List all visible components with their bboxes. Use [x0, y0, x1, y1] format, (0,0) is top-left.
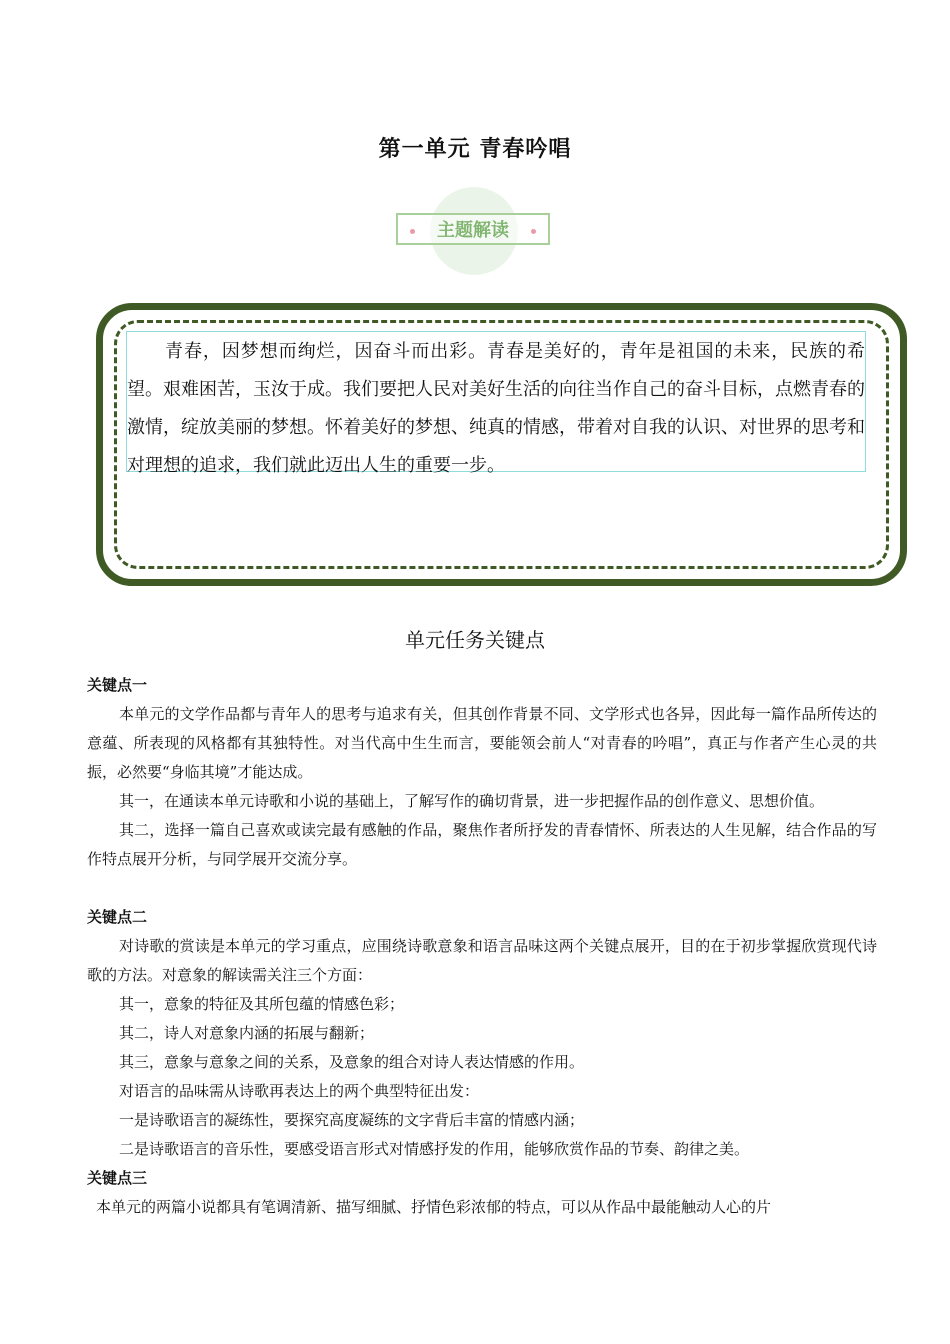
dot-icon: [531, 229, 536, 234]
paragraph: 其二，选择一篇自己喜欢或读完最有感触的作品，聚焦作者所抒发的青春情怀、所表达的人生见解，结合作品的写作特点展开分析，与同学展开交流分享。: [87, 821, 877, 868]
key-point-heading: 关键点三: [87, 1169, 148, 1187]
paragraph: 本单元的两篇小说都具有笔调清新、描写细腻、抒情色彩浓郁的特点，可以从作品中最能触动人心的片: [96, 1198, 772, 1216]
theme-badge-box: [396, 213, 550, 245]
key-point-2: [87, 903, 877, 1164]
page-title: 第一单元 青春吟唱: [378, 137, 572, 162]
paragraph: 对语言的品味需从诗歌再表达上的两个典型特征出发：: [119, 1082, 480, 1100]
paragraph: 其二，诗人对意象内涵的拓展与翻新；: [119, 1024, 375, 1042]
paragraph: 二是诗歌语言的音乐性，要感受语言形式对情感抒发的作用，能够欣赏作品的节奏、韵律之美。: [119, 1140, 750, 1158]
theme-badge: [396, 187, 554, 275]
paragraph: 其一，意象的特征及其所包蕴的情感色彩；: [119, 995, 405, 1013]
section-title: 单元任务关键点: [405, 628, 545, 652]
paragraph: 其三，意象与意象之间的关系，及意象的组合对诗人表达情感的作用。: [119, 1053, 585, 1071]
paragraph: 其一，在通读本单元诗歌和小说的基础上，了解写作的确切背景，进一步把握作品的创作意义、思想价值。: [119, 792, 825, 810]
key-point-heading: 关键点二: [87, 908, 148, 926]
dot-icon: [410, 229, 415, 234]
key-point-1: [87, 671, 877, 874]
theme-badge-label: 主题解读: [437, 220, 509, 241]
paragraph: 对诗歌的赏读是本单元的学习重点，应围绕诗歌意象和语言品味这两个关键点展开，目的在于初步掌握欣赏现代诗歌的方法。对意象的解读需关注三个方面：: [87, 937, 877, 984]
intro-text: 青春，因梦想而绚烂，因奋斗而出彩。青春是美好的，青年是祖国的未来，民族的希望。艰难困苦，玉汝于成。我们要把人民对美好生活的向往当作自己的奋斗目标，点燃青春的激情，绽放美丽的梦想。怀着美好的梦想、纯真的情感，带着对自我的认识、对世界的思考和对理想的追求，我们就此迈出人生的重要一步。: [126, 331, 866, 472]
key-point-3: [87, 1164, 877, 1222]
key-point-heading: 关键点一: [87, 676, 148, 694]
paragraph: 本单元的文学作品都与青年人的思考与追求有关，但其创作背景不同、文学形式也各异，因此每一篇作品所传达的意蕴、所表现的风格都有其独特性。对当代高中生生而言，要能领会前人“对青春的吟唱”，真正与作者产生心灵的共振，必然要“身临其境”才能达成。: [87, 705, 877, 781]
paragraph: 一是诗歌语言的凝练性，要探究高度凝练的文字背后丰富的情感内涵；: [119, 1111, 585, 1129]
